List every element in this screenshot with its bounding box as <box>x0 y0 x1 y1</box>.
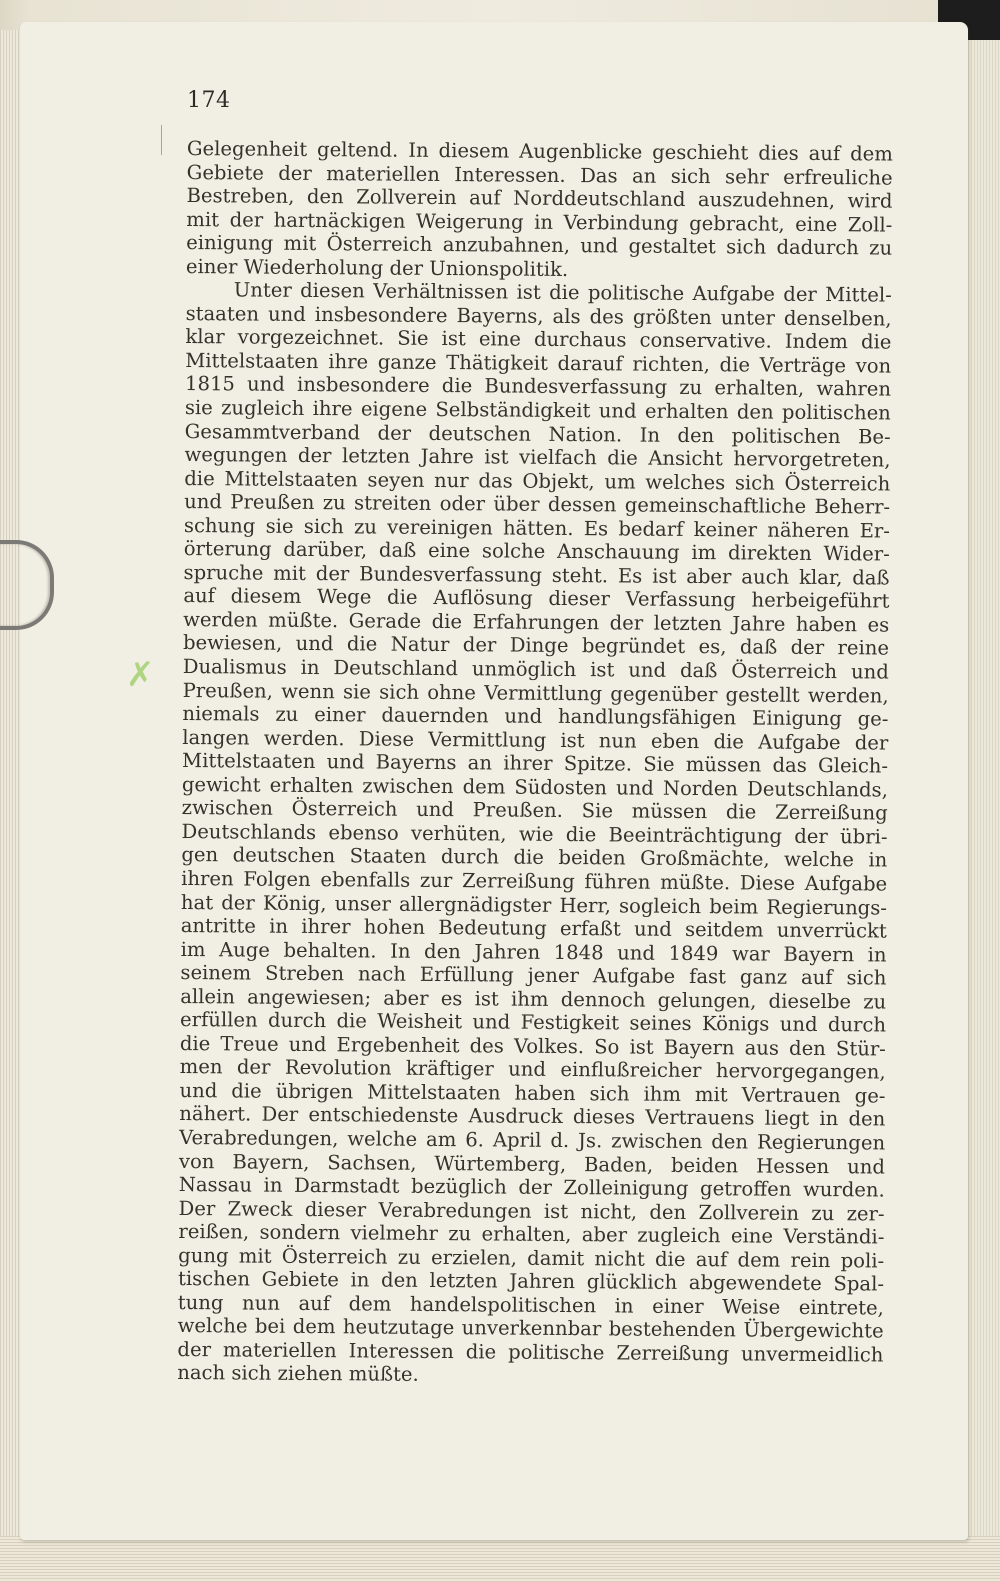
text-line: spruche mit der Bundesverfassung steht. Es ist aber auch klar, daß <box>183 560 890 590</box>
text-line: Mittelstaaten und Bayerns an ihrer Spitze. Sie müssen das Gleich- <box>182 749 889 778</box>
text-line: ihren Folgen ebenfalls zur Zerreißung führen müßte. Diese Aufgabe <box>181 866 888 896</box>
text-line: allein angewiesen; aber es ist ihm dennoch gelungen, dieselbe zu <box>180 984 887 1014</box>
text-line: mit der hartnäckigen Weigerung in Verbindung gebracht, eine Zoll- <box>186 207 893 237</box>
text-line: Gelegenheit geltend. In diesem Augenblicke geschieht dies auf dem <box>186 137 893 166</box>
text-line: und Preußen zu streiten oder über dessen gemeinschaftliche Beherr- <box>184 490 891 519</box>
text-line: zwischen Österreich und Preußen. Sie müssen die Zerreißung <box>181 796 888 825</box>
text-line: im Auge behalten. In den Jahren 1848 und 1849 war Bayern in <box>180 937 887 967</box>
text-line: hat der König, unser allergnädigster Herr, sogleich beim Regierungs- <box>180 890 888 920</box>
text-line: Der Zweck dieser Verabredungen ist nicht, den Zollverein zu zer- <box>178 1196 885 1226</box>
text-line: örterung darüber, daß eine solche Anschauung im direkten Wider- <box>183 537 890 566</box>
text-line: Preußen, wenn sie sich ohne Vermittlung gegenüber gestellt werden, <box>182 678 889 708</box>
text-line: die Treue und Ergebenheit des Volkes. So ist Bayern aus den Stür- <box>179 1031 886 1061</box>
text-line: die Mittelstaaten seyen nur das Objekt, um welches sich Österreich <box>184 466 891 496</box>
text-line: erfüllen durch die Weisheit und Festigkeit seines Königs und durch <box>179 1008 887 1037</box>
text-line: reißen, sondern vielmehr zu erhalten, aber zugleich eine Verständi- <box>178 1220 885 1249</box>
page-number: 174 <box>187 88 231 113</box>
text-line: tung nun auf dem handelspolitischen in einer Weise eintrete, <box>177 1290 884 1320</box>
text-line: Mittelstaaten ihre ganze Thätigkeit darauf richten, die Verträge von <box>185 348 892 378</box>
text-line: langen werden. Diese Vermittlung ist nun eben die Aufgabe der <box>182 725 889 755</box>
text-line: schung sie sich zu vereinigen hätten. Es bedarf keiner näheren Er- <box>183 513 891 543</box>
text-line: und die übrigen Mittelstaaten haben sich ihm mit Vertrauen ge- <box>179 1078 886 1108</box>
text-line: tischen Gebiete in den letzten Jahren glücklich abgewendete Spal- <box>177 1267 885 1296</box>
text-line: gewicht erhalten zwischen dem Südosten und Norden Deutschlands, <box>181 772 888 802</box>
text-line: gen deutschen Staaten durch die beiden Großmächte, welche in <box>181 843 888 872</box>
text-line: men der Revolution kräftiger und einflußreicher hervorgegangen, <box>179 1055 886 1084</box>
text-line: Nassau in Darmstadt bezüglich der Zolleinigung getroffen wurden. <box>178 1173 885 1202</box>
text-line: niemals zu einer dauernden und handlungsfähigen Einigung ge- <box>182 702 889 731</box>
text-line: einigung mit Österreich anzubahnen, und gestaltet sich dadurch zu <box>186 231 893 260</box>
text-line: Verabredungen, welche am 6. April d. Js. zwischen den Regierungen <box>179 1125 886 1155</box>
text-line: welche bei dem heutzutage unverkennbar bestehenden Übergewichte <box>177 1314 884 1343</box>
page-edges-left <box>0 30 22 1550</box>
text-line: seinem Streben nach Erfüllung jener Aufgabe fast ganz auf sich <box>180 961 887 990</box>
text-line: klar vorgezeichnet. Sie ist eine durchaus conservative. Indem die <box>185 325 892 354</box>
text-line: antritte in ihrer hohen Bedeutung erfaßt und seitdem unverrückt <box>180 914 887 943</box>
text-line: Unter diesen Verhältnissen ist die politische Aufgabe der Mittel- <box>233 278 892 307</box>
page-edges-bottom <box>0 1536 1000 1582</box>
text-line: gung mit Österreich zu erzielen, damit nicht die auf dem rein poli- <box>178 1243 885 1273</box>
text-line: werden müßte. Gerade die Erfahrungen der letzten Jahre haben es <box>183 607 890 637</box>
text-line: Deutschlands ebenso verhüten, wie die Beeinträchtigung der übri- <box>181 819 888 849</box>
text-line: Dualismus in Deutschland unmöglich ist und daß Österreich und <box>182 655 889 684</box>
text-line: Gebiete der materiellen Interessen. Das an sich sehr erfreuliche <box>186 160 893 190</box>
text-line: einer Wiederholung der Unionspolitik. <box>185 254 569 281</box>
text-line: Bestreben, den Zollverein auf Norddeutschland auszudehnen, wird <box>186 184 893 213</box>
text-line: nach sich ziehen müßte. <box>177 1361 419 1387</box>
text-line: 1815 und insbesondere die Bundesverfassung zu erhalten, wahren <box>184 372 892 402</box>
text-line: nähert. Der entschiedenste Ausdruck dieses Vertrauens liegt in den <box>179 1102 886 1131</box>
text-line: staaten und insbesondere Bayerns, als des größten unter denselben, <box>185 301 892 331</box>
pencil-mark-icon: ✗ <box>126 655 155 695</box>
text-line: von Bayern, Sachsen, Würtemberg, Baden, beiden Hessen und <box>178 1149 886 1179</box>
body-text <box>177 137 893 1390</box>
margin-pencil-line <box>161 125 162 155</box>
text-line: auf diesem Wege die Auflösung dieser Verfassung herbeigeführt <box>183 584 890 613</box>
text-line: sie zugleich ihre eigene Selbständigkeit und erhalten den politischen <box>184 396 891 425</box>
text-line: der materiellen Interessen die politische Zerreißung unvermeidlich <box>177 1337 884 1367</box>
text-line: wegungen der letzten Jahre ist vielfach die Ansicht hervorgetreten, <box>184 443 891 472</box>
text-line: Gesammtverband der deutschen Nation. In den politischen Be- <box>184 419 891 449</box>
page-edges-right <box>968 40 1000 1550</box>
text-line: bewiesen, und die Natur der Dinge begründet es, daß der reine <box>182 631 890 661</box>
